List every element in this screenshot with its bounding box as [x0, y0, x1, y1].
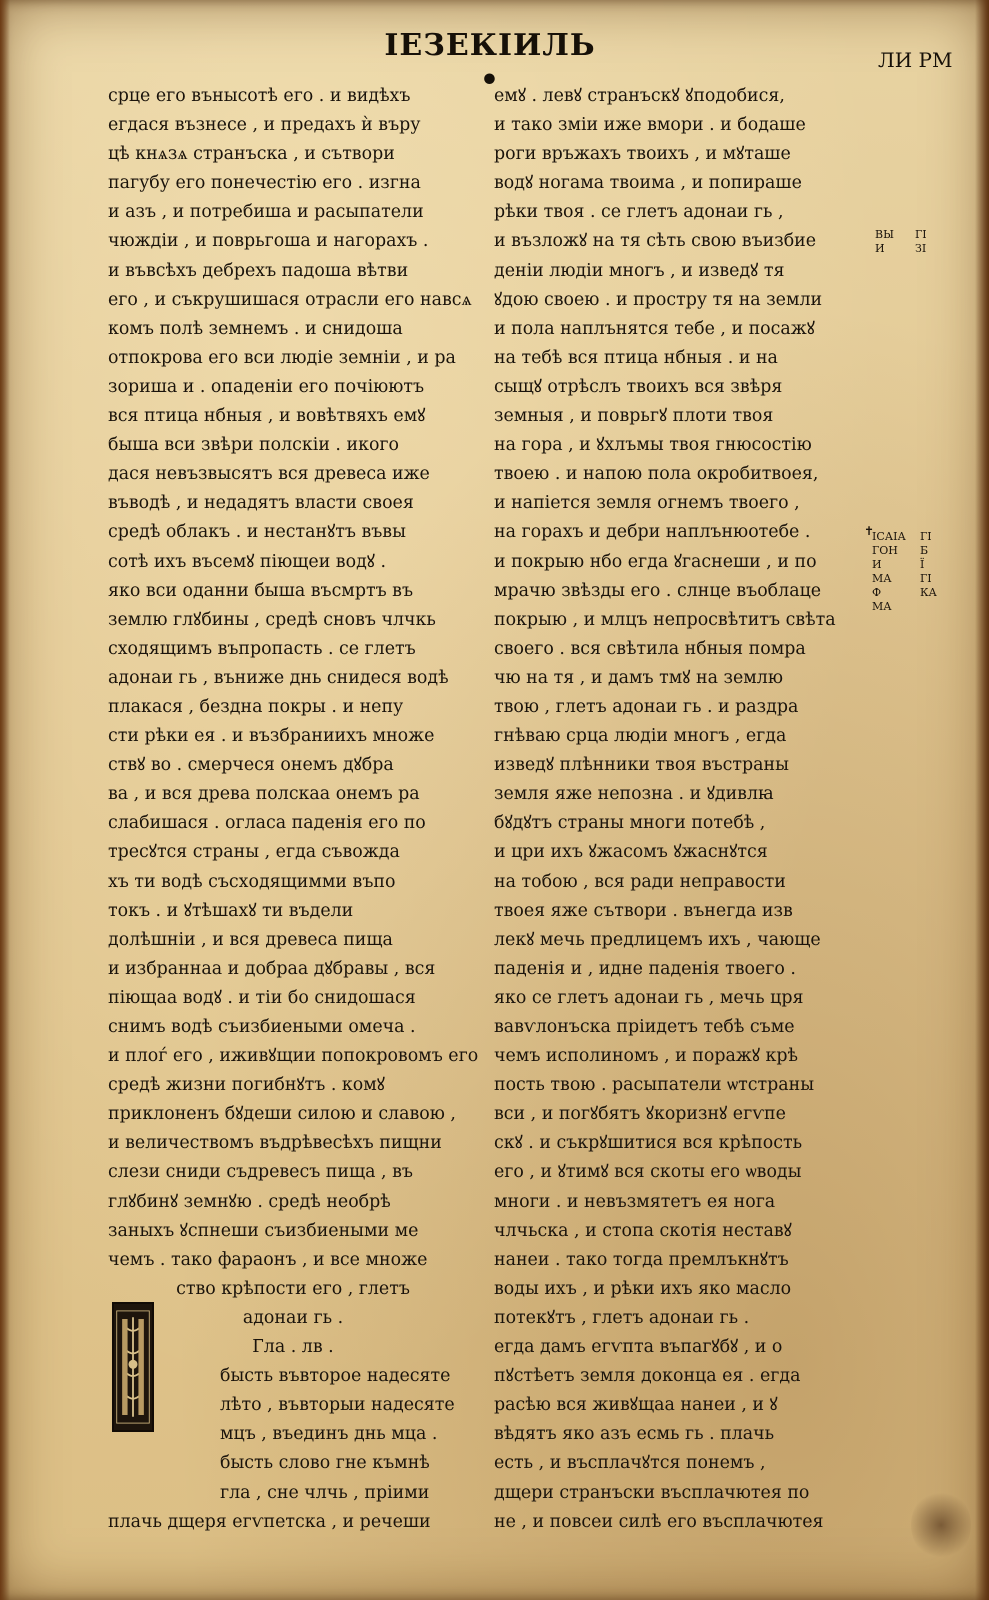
- text-line: дася невъзвысятъ вся древеса иже: [108, 464, 430, 485]
- text-line: и цри ихъ ꙋжасомъ ꙋжаснꙋтся: [494, 842, 768, 863]
- text-line: его , и ꙋтимꙋ вся скоты его ѡводы: [494, 1162, 802, 1183]
- margin-note-1: [875, 228, 894, 256]
- text-line: быша вси звѣри полскіи . икого: [108, 435, 400, 456]
- text-line: яко вси оданни быша въсмртъ въ: [108, 580, 414, 601]
- text-line: бꙋдꙋтъ страны многи потебѣ ,: [494, 813, 766, 834]
- text-line: бысть слово гне къмнѣ: [220, 1453, 430, 1474]
- text-line: плачь дщеря егѵпетска , и речеши: [108, 1511, 431, 1532]
- text-line: изведꙋ плѣнники твоя въстраны: [494, 755, 789, 776]
- text-line: и покрыю нбо егда ꙋгаснеши , и по: [494, 551, 817, 572]
- text-line: въводѣ , и недадятъ власти своея: [108, 493, 414, 514]
- text-line: снимъ водѣ съизбиеными омеча .: [108, 1017, 416, 1037]
- text-line: водꙋ ногама твоима , и попираше: [494, 173, 802, 194]
- text-line: яко се глетъ адонаи гь , мечь цря: [494, 987, 804, 1008]
- margin-note-line: Ф: [872, 586, 882, 599]
- text-line: лекꙋ мечь предлицемъ ихъ , чающе: [494, 929, 821, 950]
- text-line: глꙋбинꙋ земнꙋю . средѣ необрѣ: [108, 1191, 391, 1212]
- text-line: скꙋ . и съкрꙋшитися вся крѣпость: [494, 1133, 803, 1154]
- text-line: піющаа водꙋ . и тіи бо снидошася: [108, 987, 416, 1008]
- text-line: ва , и вся древа полскаа онемъ ра: [108, 784, 420, 805]
- text-line: члчьска , и стопа скотія неставꙋ: [494, 1220, 792, 1241]
- margin-note-line: Б: [920, 544, 929, 557]
- text-line: и пола наплънятся тебе , и посажꙋ: [494, 318, 815, 339]
- initial-ornament-icon: [114, 1304, 152, 1430]
- text-line: лѣто , въвторыи надесяте: [220, 1395, 455, 1416]
- text-line: деніи людіи многъ , и изведꙋ тя: [494, 260, 785, 281]
- text-line: и въвсѣхъ дебрехъ падоша вѣтви: [108, 260, 409, 281]
- text-line: нанеи . тако тогда премлъкнꙋтъ: [494, 1249, 789, 1270]
- text-line: земныя , и поврьгꙋ плоти твоя: [494, 406, 774, 427]
- text-line: чемъ . тако фараонъ , и все множе: [108, 1249, 428, 1270]
- decorated-initial-letter: [112, 1302, 154, 1432]
- text-line: паденія и , идне паденія твоего .: [494, 958, 796, 979]
- text-line: отпокрова его вси людіе земніи , и ра: [108, 347, 456, 368]
- text-line: средѣ жизни погибнꙋтъ . комꙋ: [108, 1075, 385, 1096]
- margin-note-4: [920, 530, 937, 600]
- page-edge-right: [975, 0, 989, 1600]
- text-line: вся птица нбныя , и вовѣтвяхъ емꙋ: [108, 406, 426, 427]
- text-line: комъ полѣ земнемъ . и снидоша: [108, 318, 403, 339]
- text-line: Гла . лв .: [252, 1337, 334, 1358]
- text-line: и азъ , и потребиша и расыпатели: [108, 202, 424, 223]
- text-line: воды ихъ , и рѣки ихъ яко масло: [494, 1278, 792, 1299]
- text-line: вѣдятъ яко азъ есмь гь . плачь: [494, 1424, 775, 1445]
- margin-note-line: КА: [920, 586, 937, 599]
- page-edge-left: [0, 0, 10, 1600]
- margin-note-line: ГІ: [915, 228, 927, 241]
- text-line: чю на тя , и дамъ тмꙋ на землю: [494, 667, 783, 688]
- text-line: долѣшніи , и вся древеса пища: [108, 929, 393, 950]
- text-line: и плоѓ его , иживꙋщии попокровомъ его: [108, 1046, 478, 1067]
- text-line: и избраннаа и добраа дꙋбравы , вся: [108, 958, 436, 979]
- left-text-column: [108, 82, 478, 1537]
- text-line: чюждіи , и поврьгоша и нагорахъ .: [108, 231, 429, 252]
- margin-note-line: Ї: [920, 558, 925, 571]
- running-head-title: ІЕЗЕКІИЛЬ •: [384, 28, 596, 98]
- text-line: и тако зміи иже вмори . и бодаше: [494, 115, 806, 136]
- text-line: адонаи гь .: [242, 1307, 344, 1328]
- margin-note-line: И: [872, 558, 882, 571]
- text-line: егда дамъ егѵпта въпагꙋбꙋ , и о: [494, 1337, 783, 1358]
- text-line: пагубу его понечестію его . изгна: [108, 173, 421, 194]
- text-line: покрыю , и млцъ непросвѣтитъ свѣта: [494, 609, 836, 630]
- text-line: гла , сне члчь , пріими: [220, 1482, 430, 1503]
- text-line: сти рѣки ея . и възбраниихъ множе: [108, 726, 435, 747]
- text-line: токъ . и ꙋтѣшахꙋ ти въдели: [108, 900, 354, 921]
- text-line: на гора , и ꙋхлъмы твоя гнюсостію: [494, 435, 812, 456]
- text-line: гнѣваю срца людіи многъ , егда: [494, 726, 787, 747]
- text-line: расѣю вся живꙋщаа нанеи , и ꙋ: [494, 1395, 778, 1416]
- text-line: зориша и . опаденіи его почіюютъ: [108, 376, 425, 397]
- text-line: сыщꙋ отрѣслъ твоихъ вся звѣря: [494, 376, 783, 397]
- text-line: на горахъ и дебри наплънюотебе .: [494, 522, 811, 543]
- margin-note-line: ВЫ: [875, 228, 894, 241]
- text-line: своего . вся свѣтила нбныя помра: [494, 638, 806, 659]
- text-line: земля яже непозна . и ꙋдивлꙗ: [494, 784, 774, 805]
- folio-number: ЛИ РМ: [878, 48, 953, 72]
- text-line: вси , и погꙋбятъ ꙋкоризнꙋ егѵпе: [494, 1104, 786, 1125]
- text-line: хъ ти водѣ съсходящимми въпо: [108, 871, 396, 892]
- margin-note-line: МА: [872, 572, 892, 585]
- text-line: пꙋстѣетъ земля доконца ея . егда: [494, 1366, 801, 1387]
- margin-note-line: И: [875, 242, 885, 255]
- text-line: дщери странъски въсплачютея по: [494, 1482, 810, 1503]
- margin-note-line: ГОН: [872, 544, 898, 557]
- text-line: и величествомъ въдрѣвесѣхъ пищни: [108, 1133, 442, 1154]
- text-line: есть , и въсплачꙋтся понемъ ,: [494, 1453, 766, 1474]
- text-line: средѣ облакъ . и нестанꙋтъ въвы: [108, 522, 406, 543]
- page-stain: [911, 1490, 971, 1560]
- text-line: приклоненъ бꙋдеши силою и славою ,: [108, 1104, 456, 1125]
- text-line: плакася , бездна покры . и непу: [108, 696, 404, 717]
- margin-note-3: [872, 530, 906, 614]
- text-line: ствꙋ во . смерчеся онемъ дꙋбра: [108, 755, 394, 776]
- text-line: чемъ исполиномъ , и поражꙋ крѣ: [494, 1046, 799, 1067]
- margin-note-line: МА: [872, 600, 892, 613]
- text-line: ство крѣпости его , глетъ: [176, 1278, 410, 1299]
- text-line: мрачю звѣзды его . слнце въоблаце: [494, 580, 822, 601]
- text-line: цѣ кнѧзѧ странъска , и сътвори: [108, 144, 395, 165]
- text-line: на тебѣ вся птица нбныя . и на: [494, 347, 778, 368]
- text-line: сходящимъ въпропасть . се глетъ: [108, 638, 416, 659]
- text-line: и възложꙋ на тя сѣть свою въизбие: [494, 231, 817, 252]
- text-line: слабишася . огласа паденія его по: [108, 813, 426, 834]
- text-line: землю глꙋбины , средѣ сновъ члчкь: [108, 609, 436, 630]
- text-line: твоея яже сътвори . вънегда изв: [494, 900, 793, 921]
- text-line: твою , глетъ адонаи гь . и раздра: [494, 696, 799, 717]
- text-line: мцъ , въединъ днь мца .: [220, 1424, 438, 1445]
- text-line: рѣки твоя . се глетъ адонаи гь ,: [494, 202, 784, 223]
- text-line: твоею . и напою пола окробитвоея,: [494, 464, 819, 485]
- text-line: ꙋдою своею . и простру тя на земли: [494, 289, 823, 310]
- text-line: егдася възнесе , и предахъ ѝ въру: [108, 115, 421, 136]
- text-line: слези сниди съдревесъ пища , въ: [108, 1162, 413, 1183]
- text-line: потекꙋтъ , глетъ адонаи гь .: [494, 1307, 750, 1328]
- margin-note-line: ЗІ: [915, 242, 927, 255]
- text-line: емꙋ . левꙋ странъскꙋ ꙋподобися,: [494, 86, 785, 106]
- text-line: сотѣ ихъ въсемꙋ піющеи водꙋ .: [108, 551, 386, 572]
- margin-cross-icon: ✝: [864, 524, 875, 538]
- text-line: тресꙋтся страны , егда съвожда: [108, 842, 400, 863]
- text-line: на тобою , вся ради неправости: [494, 871, 786, 892]
- text-line: и напіется земля огнемъ твоего ,: [494, 493, 800, 514]
- text-line: вавѵлонъска пріидетъ тебѣ съме: [494, 1017, 795, 1037]
- text-line: заныхъ ꙋспнеши съизбиеными ме: [108, 1220, 419, 1241]
- margin-note-line: ІСАІА: [872, 530, 906, 543]
- margin-note-2: [915, 228, 927, 256]
- text-line: его , и съкрушишася отрасли его навсѧ: [108, 289, 472, 310]
- text-line: пость твою . расыпатели ѡтстраны: [494, 1075, 815, 1096]
- margin-note-line: ГІ: [920, 572, 932, 585]
- text-line: бысть въвторое надесяте: [220, 1366, 451, 1387]
- margin-note-line: ГІ: [920, 530, 932, 543]
- text-line: адонаи гь , въниже днь снидеся водѣ: [108, 667, 449, 688]
- text-line: не , и повсеи силѣ его въсплачютея: [494, 1511, 824, 1532]
- text-line: роги връжахъ твоихъ , и мꙋташе: [494, 144, 791, 165]
- text-line: срце его вънысотѣ его . и видѣхъ: [108, 86, 411, 106]
- right-text-column: [494, 82, 866, 1537]
- text-line: многи . и невъзмятетъ ея нога: [494, 1191, 776, 1212]
